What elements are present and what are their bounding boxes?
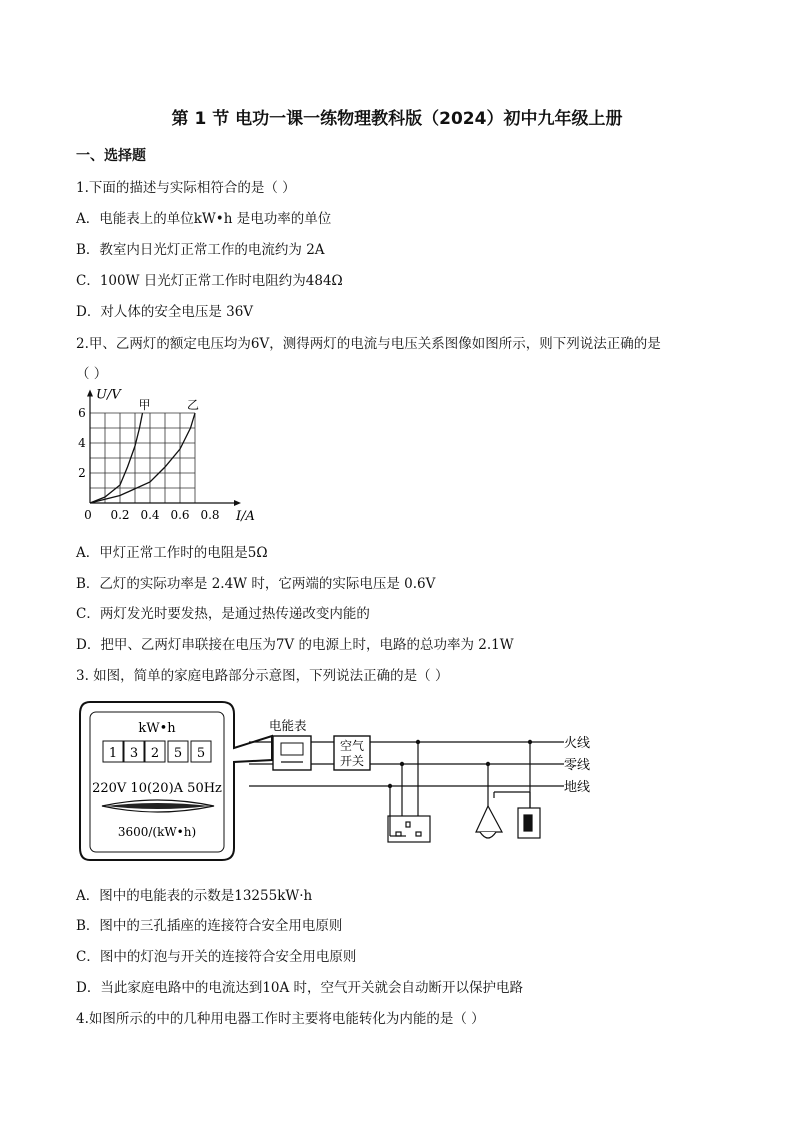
q1-option-c: C．100W 日光灯正常工作时电阻约为484Ω: [76, 273, 343, 289]
meter-digit: 5: [173, 746, 183, 761]
meter-constant: 3600/(kW•h): [117, 825, 197, 839]
air-switch-label: 空气: [339, 739, 365, 753]
y-axis-arrow: [87, 390, 93, 397]
q2-option-c: C．两灯发光时要发热，是通过热传递改变内能的: [76, 606, 370, 622]
q3-option-d: D．当此家庭电路中的电流达到10A 时，空气开关就会自动断开以保护电路: [76, 980, 524, 996]
meter-digits: [103, 741, 211, 762]
page-title: 第 1 节 电功一课一练物理教科版（2024）初中九年级上册: [171, 109, 623, 129]
q2-option-a: A．甲灯正常工作时的电阻是5Ω: [76, 545, 268, 561]
live-wire-label: 火线: [564, 736, 591, 751]
q4-stem: 4.如图所示的中的几种用电器工作时主要将电能转化为内能的是（ ）: [76, 1011, 485, 1027]
chart-axes: [87, 390, 241, 507]
series-label: 乙: [187, 398, 200, 412]
x-tick-label: 0.4: [140, 508, 160, 522]
q3-option-a: A．图中的电能表的示数是13255kW·h: [76, 888, 313, 904]
q3-option-b: B．图中的三孔插座的连接符合安全用电原则: [76, 918, 343, 934]
meter-digit: 5: [196, 746, 206, 761]
section-heading: 一、选择题: [76, 148, 146, 164]
household-circuit-diagram: [76, 698, 596, 864]
switch-icon: [518, 808, 540, 838]
q2-stem-continued: （ ）: [76, 366, 108, 382]
q2-option-b: B．乙灯的实际功率是 2.4W 时，它两端的实际电压是 0.6V: [76, 576, 436, 592]
q2-option-d: D．把甲、乙两灯串联接在电压为7V 的电源上时，电路的总功率为 2.1W: [76, 637, 514, 653]
u-i-graph: [70, 388, 260, 533]
x-axis-label: I/A: [236, 509, 255, 524]
series-label: 甲: [138, 398, 151, 412]
chart-grid: [90, 413, 195, 503]
x-tick-label: 0: [84, 508, 92, 522]
y-axis-label: U/V: [96, 388, 121, 403]
q1-option-a: A．电能表上的单位kW•h 是电功率的单位: [76, 211, 332, 227]
y-tick-label: 2: [78, 466, 86, 480]
air-switch-label: 开关: [339, 754, 365, 768]
x-axis-arrow: [234, 500, 241, 506]
q1-stem: 1.下面的描述与实际相符合的是（ ）: [76, 180, 296, 196]
lamp-icon: [476, 806, 502, 838]
meter-spec: 220V 10(20)A 50Hz: [92, 781, 222, 796]
meter-disc: [102, 800, 214, 812]
meter-digit: 1: [108, 746, 118, 761]
q3-stem: 3. 如图，简单的家庭电路部分示意图，下列说法正确的是（ ）: [76, 668, 449, 684]
socket-icon: [388, 816, 430, 842]
meter-digit: 3: [129, 746, 139, 761]
y-tick-label: 6: [78, 406, 86, 420]
meter-unit: kW•h: [138, 721, 176, 736]
q2-stem: 2.甲、乙两灯的额定电压均为6V，测得两灯的电流与电压关系图像如图所示，则下列说法正确的是: [76, 336, 661, 352]
x-tick-label: 0.2: [110, 508, 130, 522]
q1-option-b: B．教室内日光灯正常工作的电流约为 2A: [76, 242, 325, 258]
x-tick-label: 0.8: [200, 508, 220, 522]
small-meter: [273, 736, 311, 770]
meter-digit: 2: [150, 746, 160, 761]
q1-option-d: D．对人体的安全电压是 36V: [76, 304, 254, 320]
meter-label: 电能表: [269, 718, 307, 733]
y-tick-label: 4: [78, 436, 86, 450]
ground-wire-label: 地线: [564, 780, 591, 795]
x-tick-label: 0.6: [170, 508, 190, 522]
neutral-wire-label: 零线: [564, 758, 591, 773]
q3-option-c: C．图中的灯泡与开关的连接符合安全用电原则: [76, 949, 357, 965]
